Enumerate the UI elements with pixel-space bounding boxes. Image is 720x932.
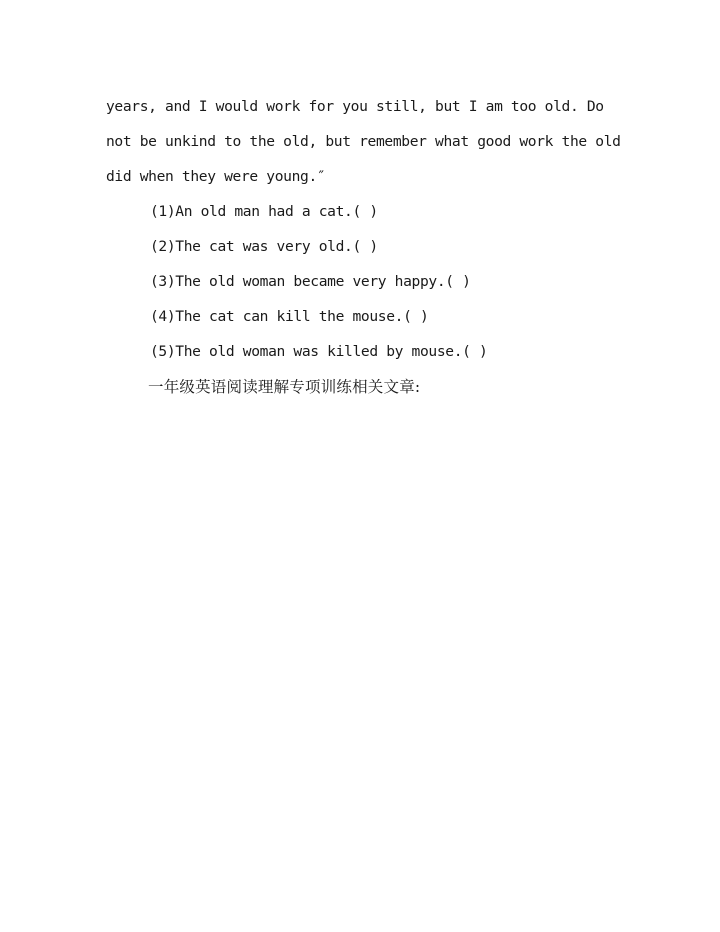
question-item: (1)An old man had a cat.( )	[150, 203, 378, 220]
question-item: (2)The cat was very old.( )	[150, 238, 378, 255]
paragraph-line: not be unkind to the old, but remember what good work the old	[106, 133, 621, 150]
question-item: (4)The cat can kill the mouse.( )	[150, 308, 429, 325]
question-item: (5)The old woman was killed by mouse.( )	[150, 343, 488, 360]
question-item: (3)The old woman became very happy.( )	[150, 273, 471, 290]
paragraph-line: did when they were young.″	[106, 168, 326, 185]
related-articles-heading: 一年级英语阅读理解专项训练相关文章:	[148, 378, 421, 396]
paragraph-line: years, and I would work for you still, but I am too old. Do	[106, 98, 604, 115]
